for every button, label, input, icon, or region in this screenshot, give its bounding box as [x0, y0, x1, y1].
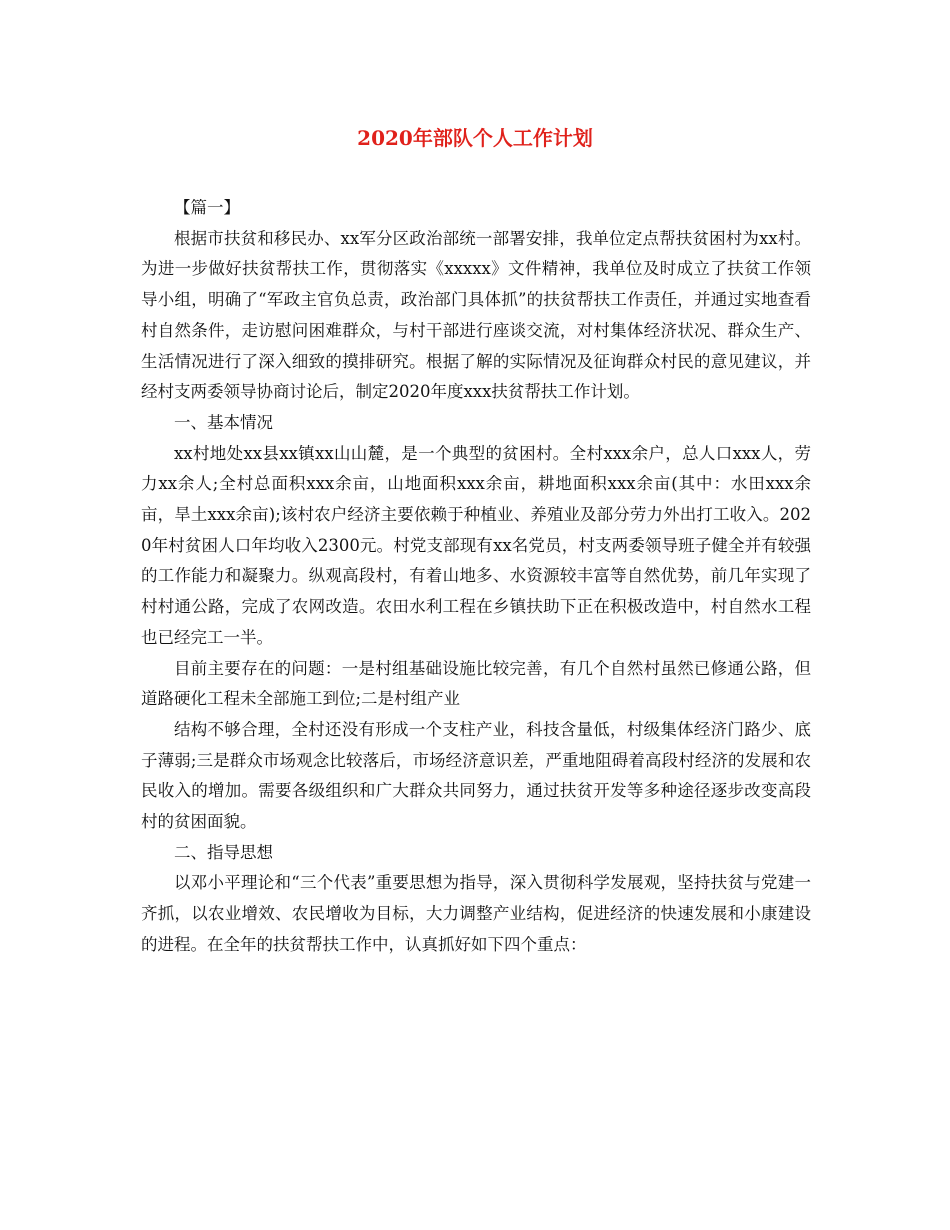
section-heading: 一、基本情况: [174, 412, 273, 432]
body-paragraph: 目前主要存在的问题：一是村组基础设施比较完善，有几个自然村虽然已修通公路，但道路硬化工程未全部施工到位;二是村组产业: [141, 658, 811, 709]
section-heading: 二、指导思想: [174, 842, 273, 862]
body-paragraph: 结构不够合理，全村还没有形成一个支柱产业，科技含量低，村级集体经济门路少、底子薄弱;三是群众市场观念比较落后，市场经济意识差，严重地阻碍着高段村经济的发展和农民收入的增加。需要各级组织和广大群众共同努力，通过扶贫开发等多种途径逐步改变高段村的贫困面貌。: [141, 719, 811, 832]
document-title: 2020年部队个人工作计划: [357, 126, 593, 150]
body-paragraph: 以邓小平理论和“三个代表”重要思想为指导，深入贯彻科学发展观，坚持扶贫与党建一齐抓，以农业增效、农民增收为目标，大力调整产业结构，促进经济的快速发展和小康建设的进程。在全年的扶贫帮扶工作中，认真抓好如下四个重点：: [141, 873, 811, 954]
body-paragraph: xx村地处xx县xx镇xx山山麓，是一个典型的贫困村。全村xxx余户，总人口xxx人，劳力xx余人;全村总面积xxx余亩，山地面积xxx余亩，耕地面积xxx余亩(其中：水田xxx余亩，旱土xxx余亩);该村农户经济主要依赖于种植业、养殖业及部分劳力外出打工收入。2020年村贫困人口年均收入2300元。村党支部现有xx名党员，村支两委领导班子健全并有较强的工作能力和凝聚力。纵观高段村，有着山地多、水资源较丰富等自然优势，前几年实现了村村通公路，完成了农网改造。农田水利工程在乡镇扶助下正在积极改造中，村自然水工程也已经完工一半。: [141, 443, 811, 647]
body-paragraph: 根据市扶贫和移民办、xx军分区政治部统一部署安排，我单位定点帮扶贫困村为xx村。为进一步做好扶贫帮扶工作，贯彻落实《xxxxx》文件精神，我单位及时成立了扶贫工作领导小组，明确了“军政主官负总责，政治部门具体抓”的扶贫帮扶工作责任，并通过实地查看村自然条件，走访慰问困难群众，与村干部进行座谈交流，对村集体经济状况、群众生产、生活情况进行了深入细致的摸排研究。根据了解的实际情况及征询群众村民的意见建议，并经村支两委领导协商讨论后，制定2020年度xxx扶贫帮扶工作计划。: [141, 228, 811, 402]
section-marker: 【篇一】: [174, 198, 240, 217]
document-body: [141, 193, 811, 961]
